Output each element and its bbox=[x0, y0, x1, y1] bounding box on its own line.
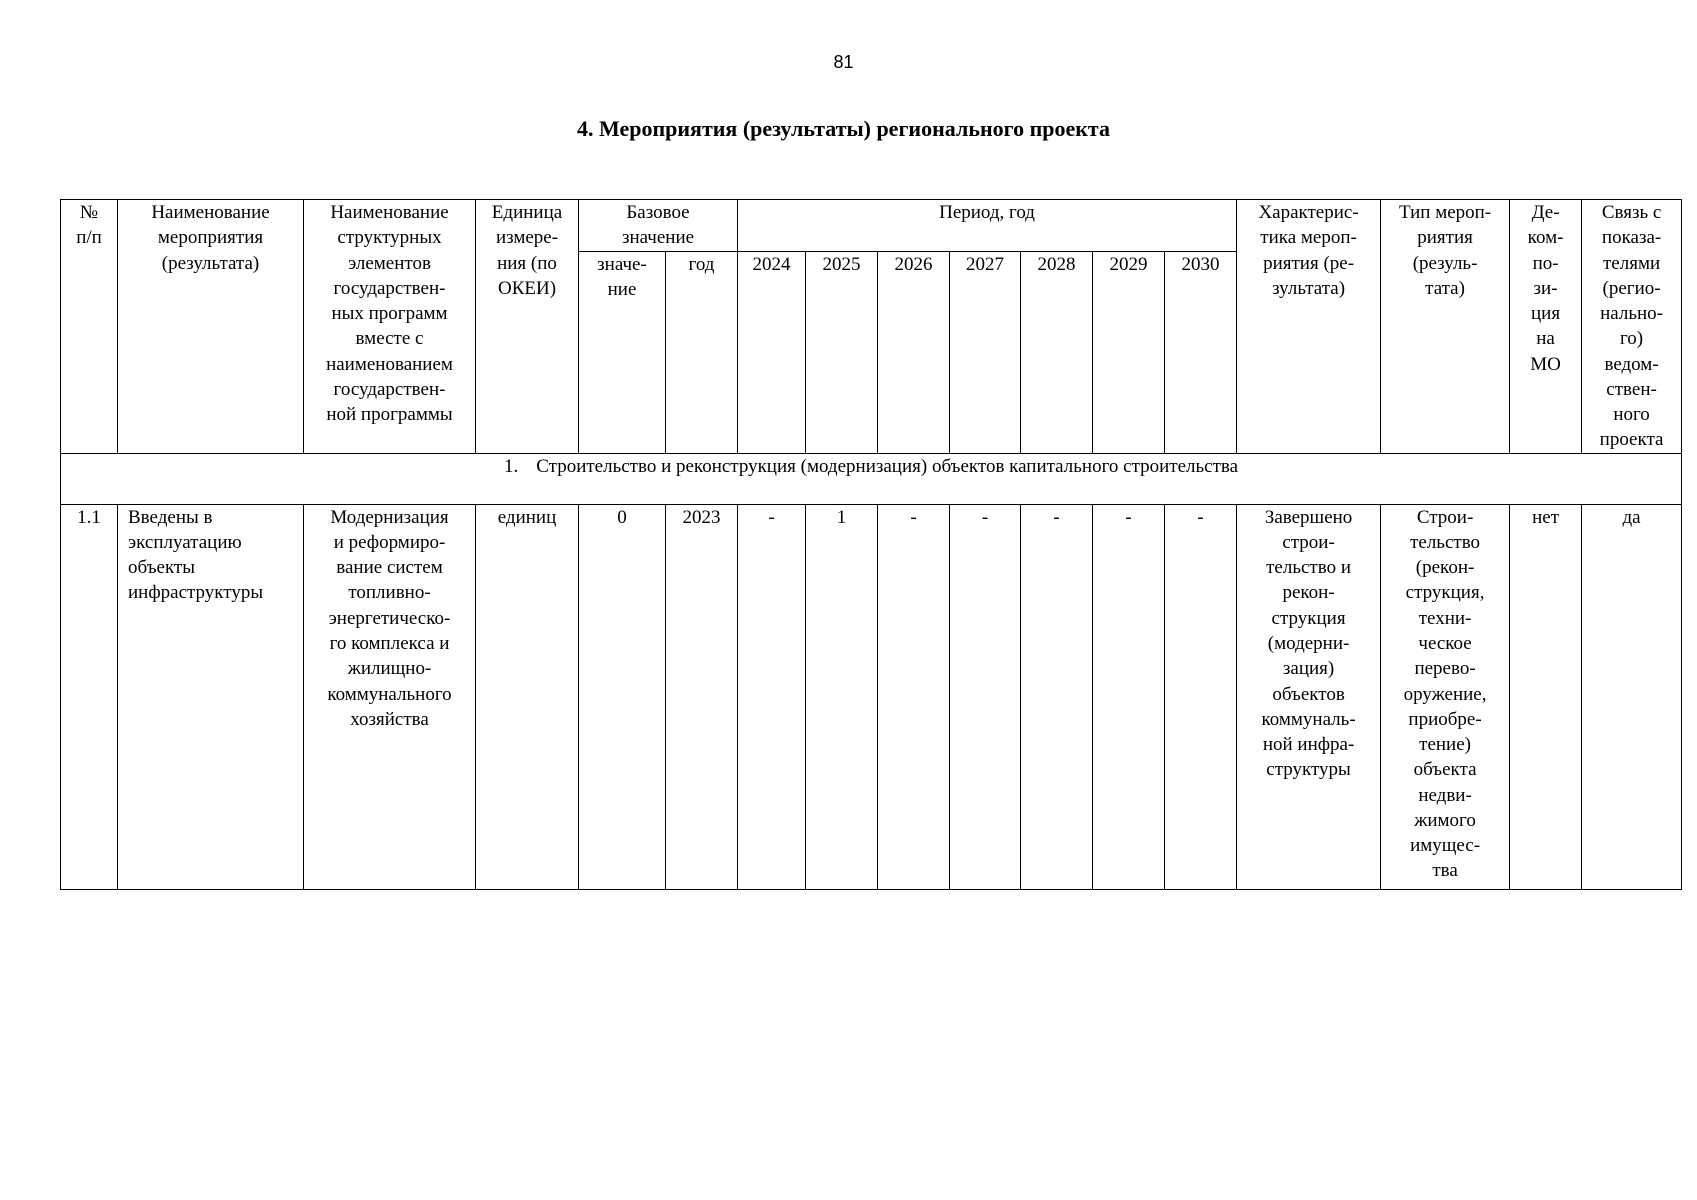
header-year: 2025 bbox=[806, 251, 878, 453]
cell-characteristic: Завершено строи- тельство и рекон- струкция (модерни- зация) объектов коммуналь- ной инфра- структуры bbox=[1237, 504, 1381, 889]
cell-year-value: - bbox=[1093, 504, 1165, 889]
cell-year-value: - bbox=[738, 504, 806, 889]
cell-year-value: 1 bbox=[806, 504, 878, 889]
section-number: 1. bbox=[503, 455, 519, 477]
cell-base-year: 2023 bbox=[666, 504, 738, 889]
header-type: Тип мероп- риятия (резуль- тата) bbox=[1381, 200, 1510, 454]
section-cell bbox=[61, 453, 1682, 504]
cell-year-value: - bbox=[1021, 504, 1093, 889]
header-base-value: значе- ние bbox=[579, 251, 666, 453]
header-year: 2024 bbox=[738, 251, 806, 453]
section-title: Строительство и реконструкция (модернизация) объектов капитального строительства bbox=[536, 455, 1239, 477]
cell-link: да bbox=[1582, 504, 1682, 889]
header-year: 2029 bbox=[1093, 251, 1165, 453]
cell-decomposition: нет bbox=[1510, 504, 1582, 889]
page-number: 81 bbox=[833, 52, 854, 72]
header-year: 2027 bbox=[950, 251, 1021, 453]
header-period: Период, год bbox=[738, 200, 1237, 252]
cell-structural: Модернизация и реформиро- вание систем топливно- энергетическо- го комплекса и жилищно- коммунального хозяйства bbox=[304, 504, 476, 889]
header-structural: Наименование структурных элементов государствен- ных программ вместе с наименованием государствен- ной программы bbox=[304, 200, 476, 454]
header-characteristic: Характерис- тика мероп- риятия (ре- зультата) bbox=[1237, 200, 1381, 454]
header-base: Базовое значение bbox=[579, 200, 738, 252]
table-row bbox=[61, 504, 1682, 889]
cell-year-value: - bbox=[1165, 504, 1237, 889]
cell-year-value: - bbox=[950, 504, 1021, 889]
header-link: Связь с показа- телями (регио- нально- го) ведом- ствен- ного проекта bbox=[1582, 200, 1682, 454]
cell-type: Строи- тельство (рекон- струкция, техни- ческое перево- оружение, приобре- тение) объекта недви- жимого имущес- тва bbox=[1381, 504, 1510, 889]
page-title: 4. Мероприятия (результаты) регионального проекта bbox=[576, 116, 1111, 141]
cell-name: Введены в эксплуатацию объекты инфраструктуры bbox=[118, 504, 304, 889]
cell-base-value: 0 bbox=[579, 504, 666, 889]
header-name: Наименование мероприятия (результата) bbox=[118, 200, 304, 454]
cell-year-value: - bbox=[878, 504, 950, 889]
events-table bbox=[60, 199, 1682, 890]
header-unit: Единица измере- ния (по ОКЕИ) bbox=[476, 200, 579, 454]
header-year: 2026 bbox=[878, 251, 950, 453]
cell-num: 1.1 bbox=[61, 504, 118, 889]
header-row-1 bbox=[61, 200, 1682, 252]
cell-unit: единиц bbox=[476, 504, 579, 889]
section-row bbox=[61, 453, 1682, 504]
header-year: 2030 bbox=[1165, 251, 1237, 453]
header-decomposition: Де- ком- по- зи- ция на МО bbox=[1510, 200, 1582, 454]
header-base-year: год bbox=[666, 251, 738, 453]
header-num: № п/п bbox=[61, 200, 118, 454]
header-year: 2028 bbox=[1021, 251, 1093, 453]
